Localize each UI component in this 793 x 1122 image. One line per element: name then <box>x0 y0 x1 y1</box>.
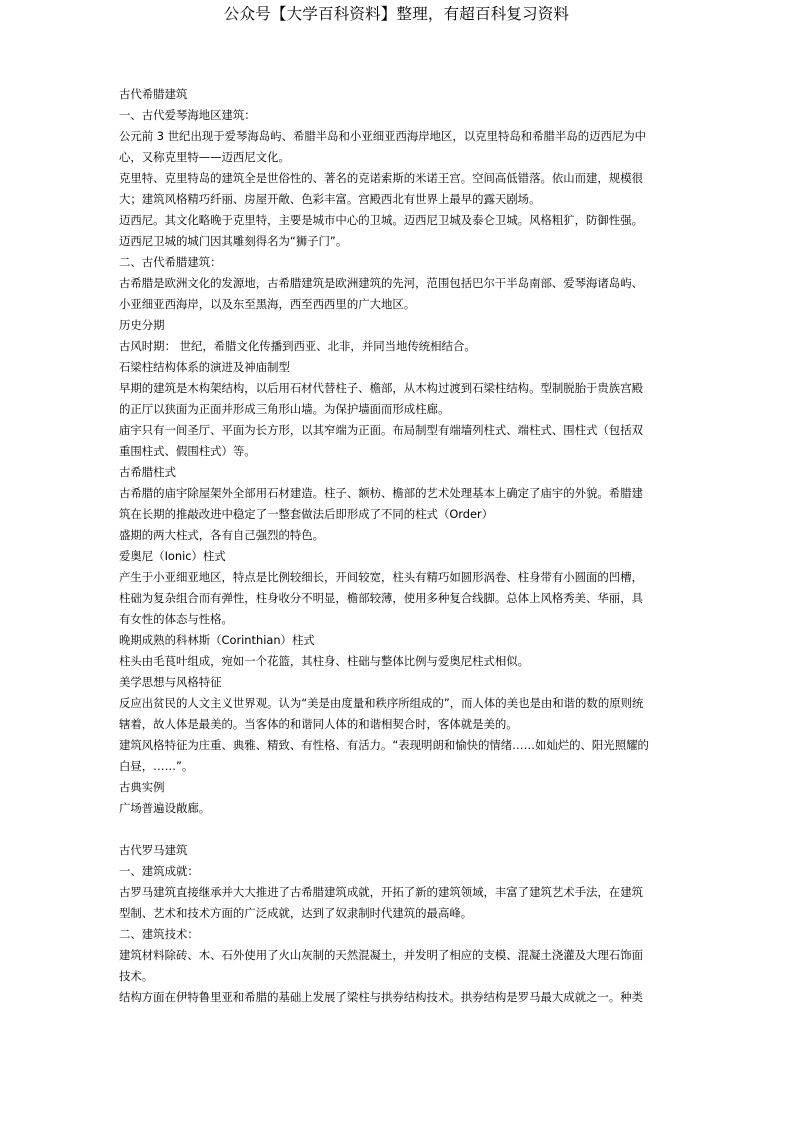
text-line: 迈西尼。其文化略晚于克里特，主要是城市中心的卫城。迈西尼卫城及泰仑卫城。风格粗犷，防御性强。 <box>119 213 643 227</box>
text-line: 爱奥尼（Ionic）柱式 <box>119 549 226 563</box>
text-line: 大；建筑风格精巧纤丽、房屋开敞、色彩丰富。宫殿西北有世界上最早的露天剧场。 <box>119 192 541 206</box>
text-line: 古希腊的庙宇除屋架外全部用石材建造。柱子、额枋、檐部的艺术处理基本上确定了庙宇的外貌。希腊建 <box>119 486 643 500</box>
text-line: 古希腊柱式 <box>119 465 176 479</box>
text-line: 古希腊是欧洲文化的发源地，古希腊建筑是欧洲建筑的先河，范围包括巴尔干半岛南部、爱琴海诸岛屿、 <box>119 276 643 290</box>
text-line: 建筑材料除砖、木、石外使用了火山灰制的天然混凝土，并发明了相应的支模、混凝土浇灌及大理石饰面 <box>119 948 643 962</box>
text-line: 型制、艺术和技术方面的广泛成就，达到了奴隶制时代建筑的最高峰。 <box>119 906 473 920</box>
text-line: 反应出贫民的人文主义世界观。认为“美是由度量和秩序所组成的”，而人体的美也是由和谐的数的原则统 <box>119 696 644 710</box>
text-line: 辖着，故人体是最美的。当客体的和谐同人体的和谐相契合时，客体就是美的。 <box>119 717 518 731</box>
text-line: 柱头由毛茛叶组成，宛如一个花篮，其柱身、柱础与整体比例与爱奥尼柱式相似。 <box>119 654 530 668</box>
document-body <box>119 84 677 1008</box>
text-line: 盛期的两大柱式，各有自己强烈的特色。 <box>119 528 325 542</box>
section-gap <box>119 819 677 840</box>
text-line: 的正厅以狭面为正面并形成三角形山墙。为保护墙面而形成柱廊。 <box>119 402 450 416</box>
text-line: 早期的建筑是木构架结构，以后用石材代替柱子、檐部，从木构过渡到石梁柱结构。型制脱胎于贵族宫殿 <box>119 381 643 395</box>
text-line: 建筑风格特征为庄重、典雅、精致、有性格、有活力。“表现明朗和愉快的情绪……如灿烂的、阳光照耀的 <box>119 738 649 752</box>
page-header: 公众号【大学百科资料】整理，有超百科复习资料 <box>223 5 570 23</box>
text-line: 技术。 <box>119 969 154 983</box>
text-line: 一、古代爱琴海地区建筑： <box>119 108 256 122</box>
text-line: 小亚细亚西海岸，以及东至黑海，西至西西里的广大地区。 <box>119 297 416 311</box>
text-line: 结构方面在伊特鲁里亚和希腊的基础上发展了梁柱与拱券结构技术。拱券结构是罗马最大成就之一。种类 <box>119 990 643 1004</box>
text-line: 重围柱式、假围柱式）等。 <box>119 444 256 458</box>
text-line: 二、建筑技术： <box>119 927 199 941</box>
text-line: 白昼，……”。 <box>119 759 194 773</box>
text-line: 克里特、克里特岛的建筑全是世俗性的、著名的克诺索斯的米诺王宫。空间高低错落。依山而建，规模很 <box>119 171 643 185</box>
text-line: 晚期成熟的科林斯（Corinthian）柱式 <box>119 633 315 647</box>
text-line: 柱础为复杂组合而有弹性，柱身收分不明显，檐部较薄，使用多种复合线脚。总体上风格秀美、华丽，具 <box>119 591 643 605</box>
section-title: 古代希腊建筑 <box>119 87 188 101</box>
text-line: 石梁柱结构体系的演进及神庙制型 <box>119 360 290 374</box>
text-line: 美学思想与风格特征 <box>119 675 222 689</box>
text-line: 广场普遍设敞廊。 <box>119 801 211 815</box>
section-title: 古代罗马建筑 <box>119 843 188 857</box>
text-line: 古风时期： 世纪，希腊文化传播到西亚、北非，并同当地传统相结合。 <box>119 339 476 353</box>
text-line: 古罗马建筑直接继承并大大推进了古希腊建筑成就，开拓了新的建筑领域，丰富了建筑艺术手法，在建筑 <box>119 885 643 899</box>
text-line: 迈西尼卫城的城门因其雕刻得名为“狮子门”。 <box>119 234 348 248</box>
text-line: 筑在长期的推敲改进中稳定了一整套做法后即形成了不同的柱式（Order） <box>119 507 494 521</box>
text-line: 庙宇只有一间圣厅、平面为长方形，以其窄端为正面。布局制型有端墙列柱式、端柱式、围柱式（包括双 <box>119 423 643 437</box>
text-line: 产生于小亚细亚地区，特点是比例较细长，开间较宽，柱头有精巧如圆形涡卷、柱身带有小圆面的凹槽， <box>119 570 643 584</box>
text-line: 一、建筑成就： <box>119 864 199 878</box>
text-line: 公元前 3 世纪出现于爱琴海岛屿、希腊半岛和小亚细亚西海岸地区，以克里特岛和希腊半岛的迈西尼为中 <box>119 129 647 143</box>
text-line: 二、古代希腊建筑： <box>119 255 222 269</box>
text-line: 有女性的体态与性格。 <box>119 612 233 626</box>
text-line: 历史分期 <box>119 318 165 332</box>
text-line: 心，又称克里特——迈西尼文化。 <box>119 150 290 164</box>
text-line: 古典实例 <box>119 780 165 794</box>
